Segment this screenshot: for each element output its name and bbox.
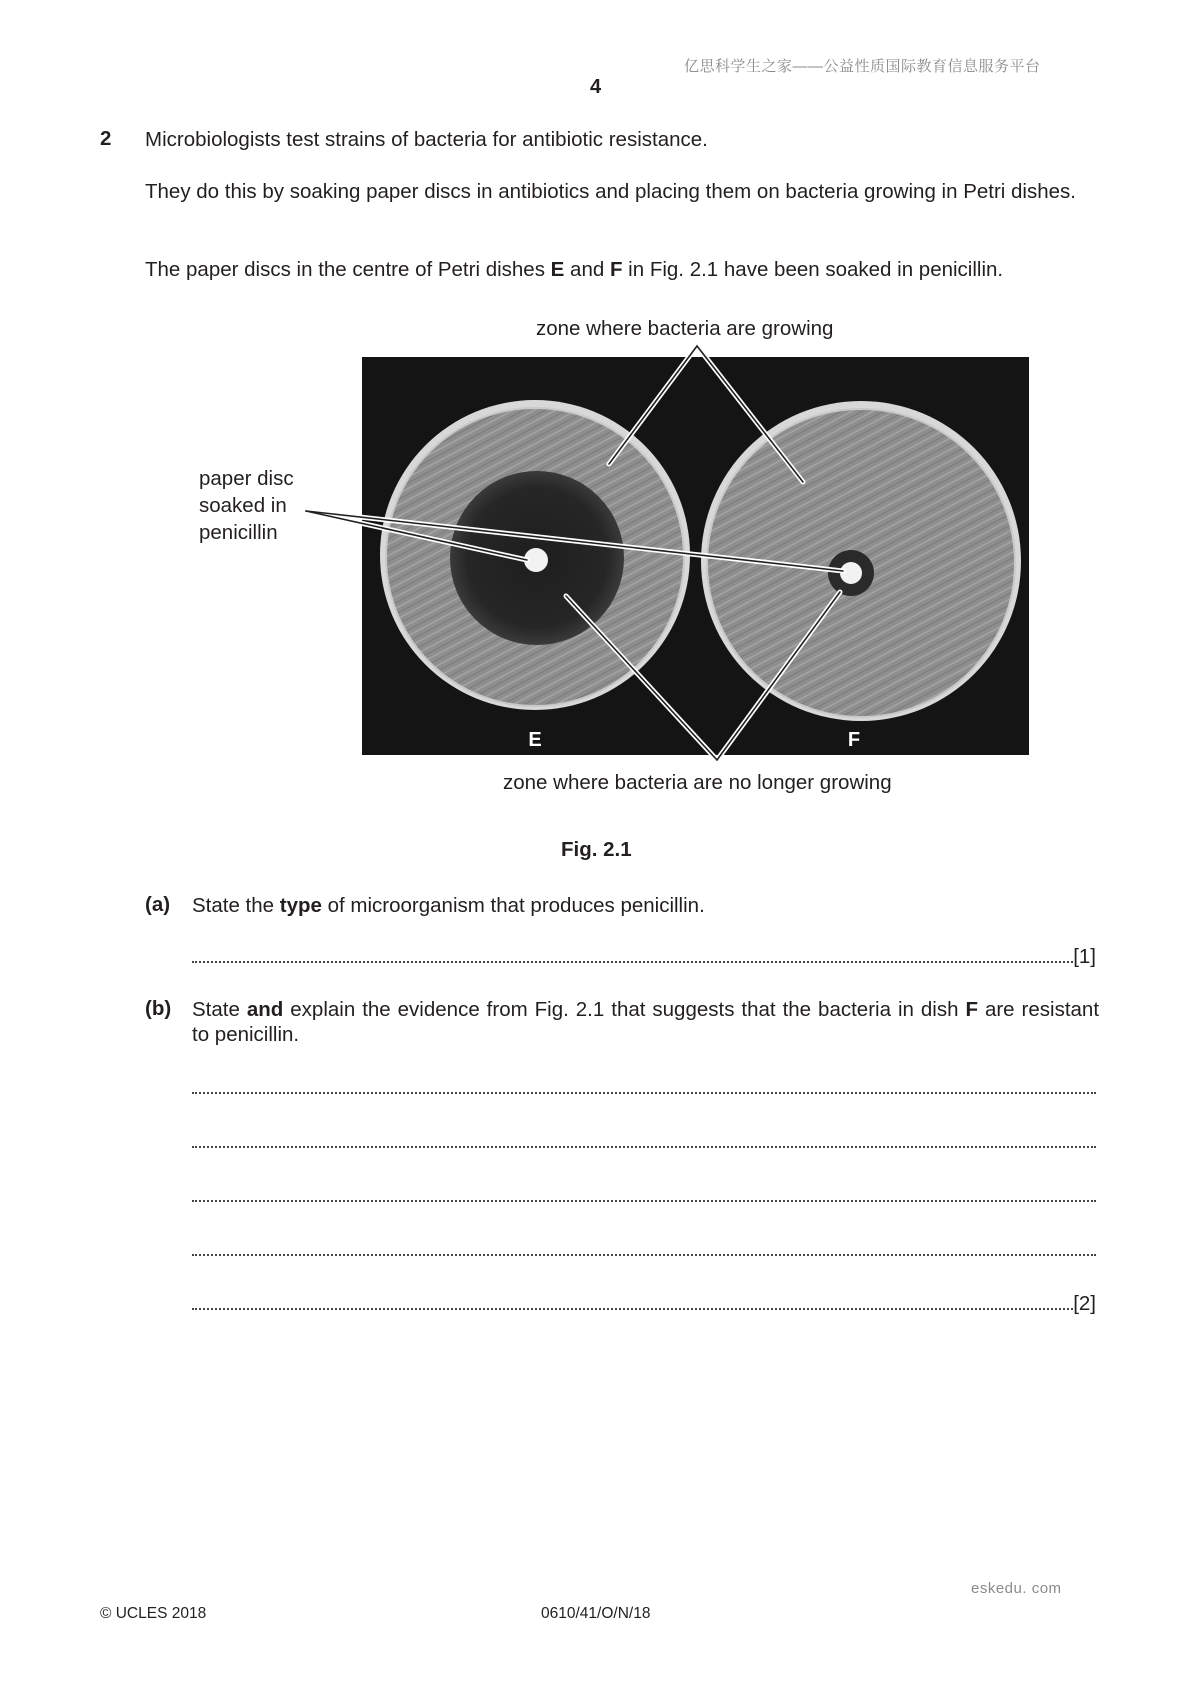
part-a-question: State the type of microorganism that produces penicillin.	[192, 894, 705, 917]
footer-paper-code: 0610/41/O/N/18	[541, 1605, 651, 1622]
part-b-answer-line-5[interactable]	[192, 1291, 1096, 1315]
part-b-answer-line-2[interactable]	[192, 1129, 1096, 1153]
part-a-mark: [1]	[1073, 945, 1096, 968]
part-b-answer-line-1[interactable]	[192, 1075, 1096, 1099]
part-b-question: State and explain the evidence from Fig. 2.1 that suggests that the bacteria in dish F are resistant to penicillin.	[192, 998, 1100, 1046]
page-number: 4	[590, 76, 602, 98]
dish-e-letter: E	[528, 729, 542, 751]
label-paper-disc: paper disc soaked in penicillin	[199, 467, 294, 544]
label-growing-zone: zone where bacteria are growing	[536, 317, 834, 340]
part-a-label: (a)	[145, 893, 171, 916]
footer-copyright: © UCLES 2018	[100, 1605, 207, 1622]
part-b-answer-line-3[interactable]	[192, 1183, 1096, 1207]
part-a-answer-line[interactable]	[192, 944, 1096, 968]
figure-caption: Fig. 2.1	[561, 838, 632, 861]
dish-f-letter: F	[847, 729, 861, 751]
watermark-top: 亿思科学生之家——公益性质国际教育信息服务平台	[684, 58, 1041, 75]
question-intro-3: The paper discs in the centre of Petri dishes E and F in Fig. 2.1 have been soaked in penicillin.	[145, 258, 1004, 281]
part-b-label: (b)	[145, 997, 172, 1020]
part-b-mark: [2]	[1073, 1292, 1096, 1315]
question-number: 2	[100, 127, 112, 150]
question-intro-1: Microbiologists test strains of bacteria for antibiotic resistance.	[145, 128, 708, 151]
petri-dish-figure	[0, 0, 1191, 800]
part-b-answer-line-4[interactable]	[192, 1237, 1096, 1261]
question-intro-2: They do this by soaking paper discs in antibiotics and placing them on bacteria growing in Petri dishes.	[145, 180, 1076, 203]
watermark-bottom: eskedu. com	[971, 1580, 1062, 1597]
label-clear-zone: zone where bacteria are no longer growing	[503, 771, 892, 794]
petri-dish-e	[380, 400, 690, 710]
